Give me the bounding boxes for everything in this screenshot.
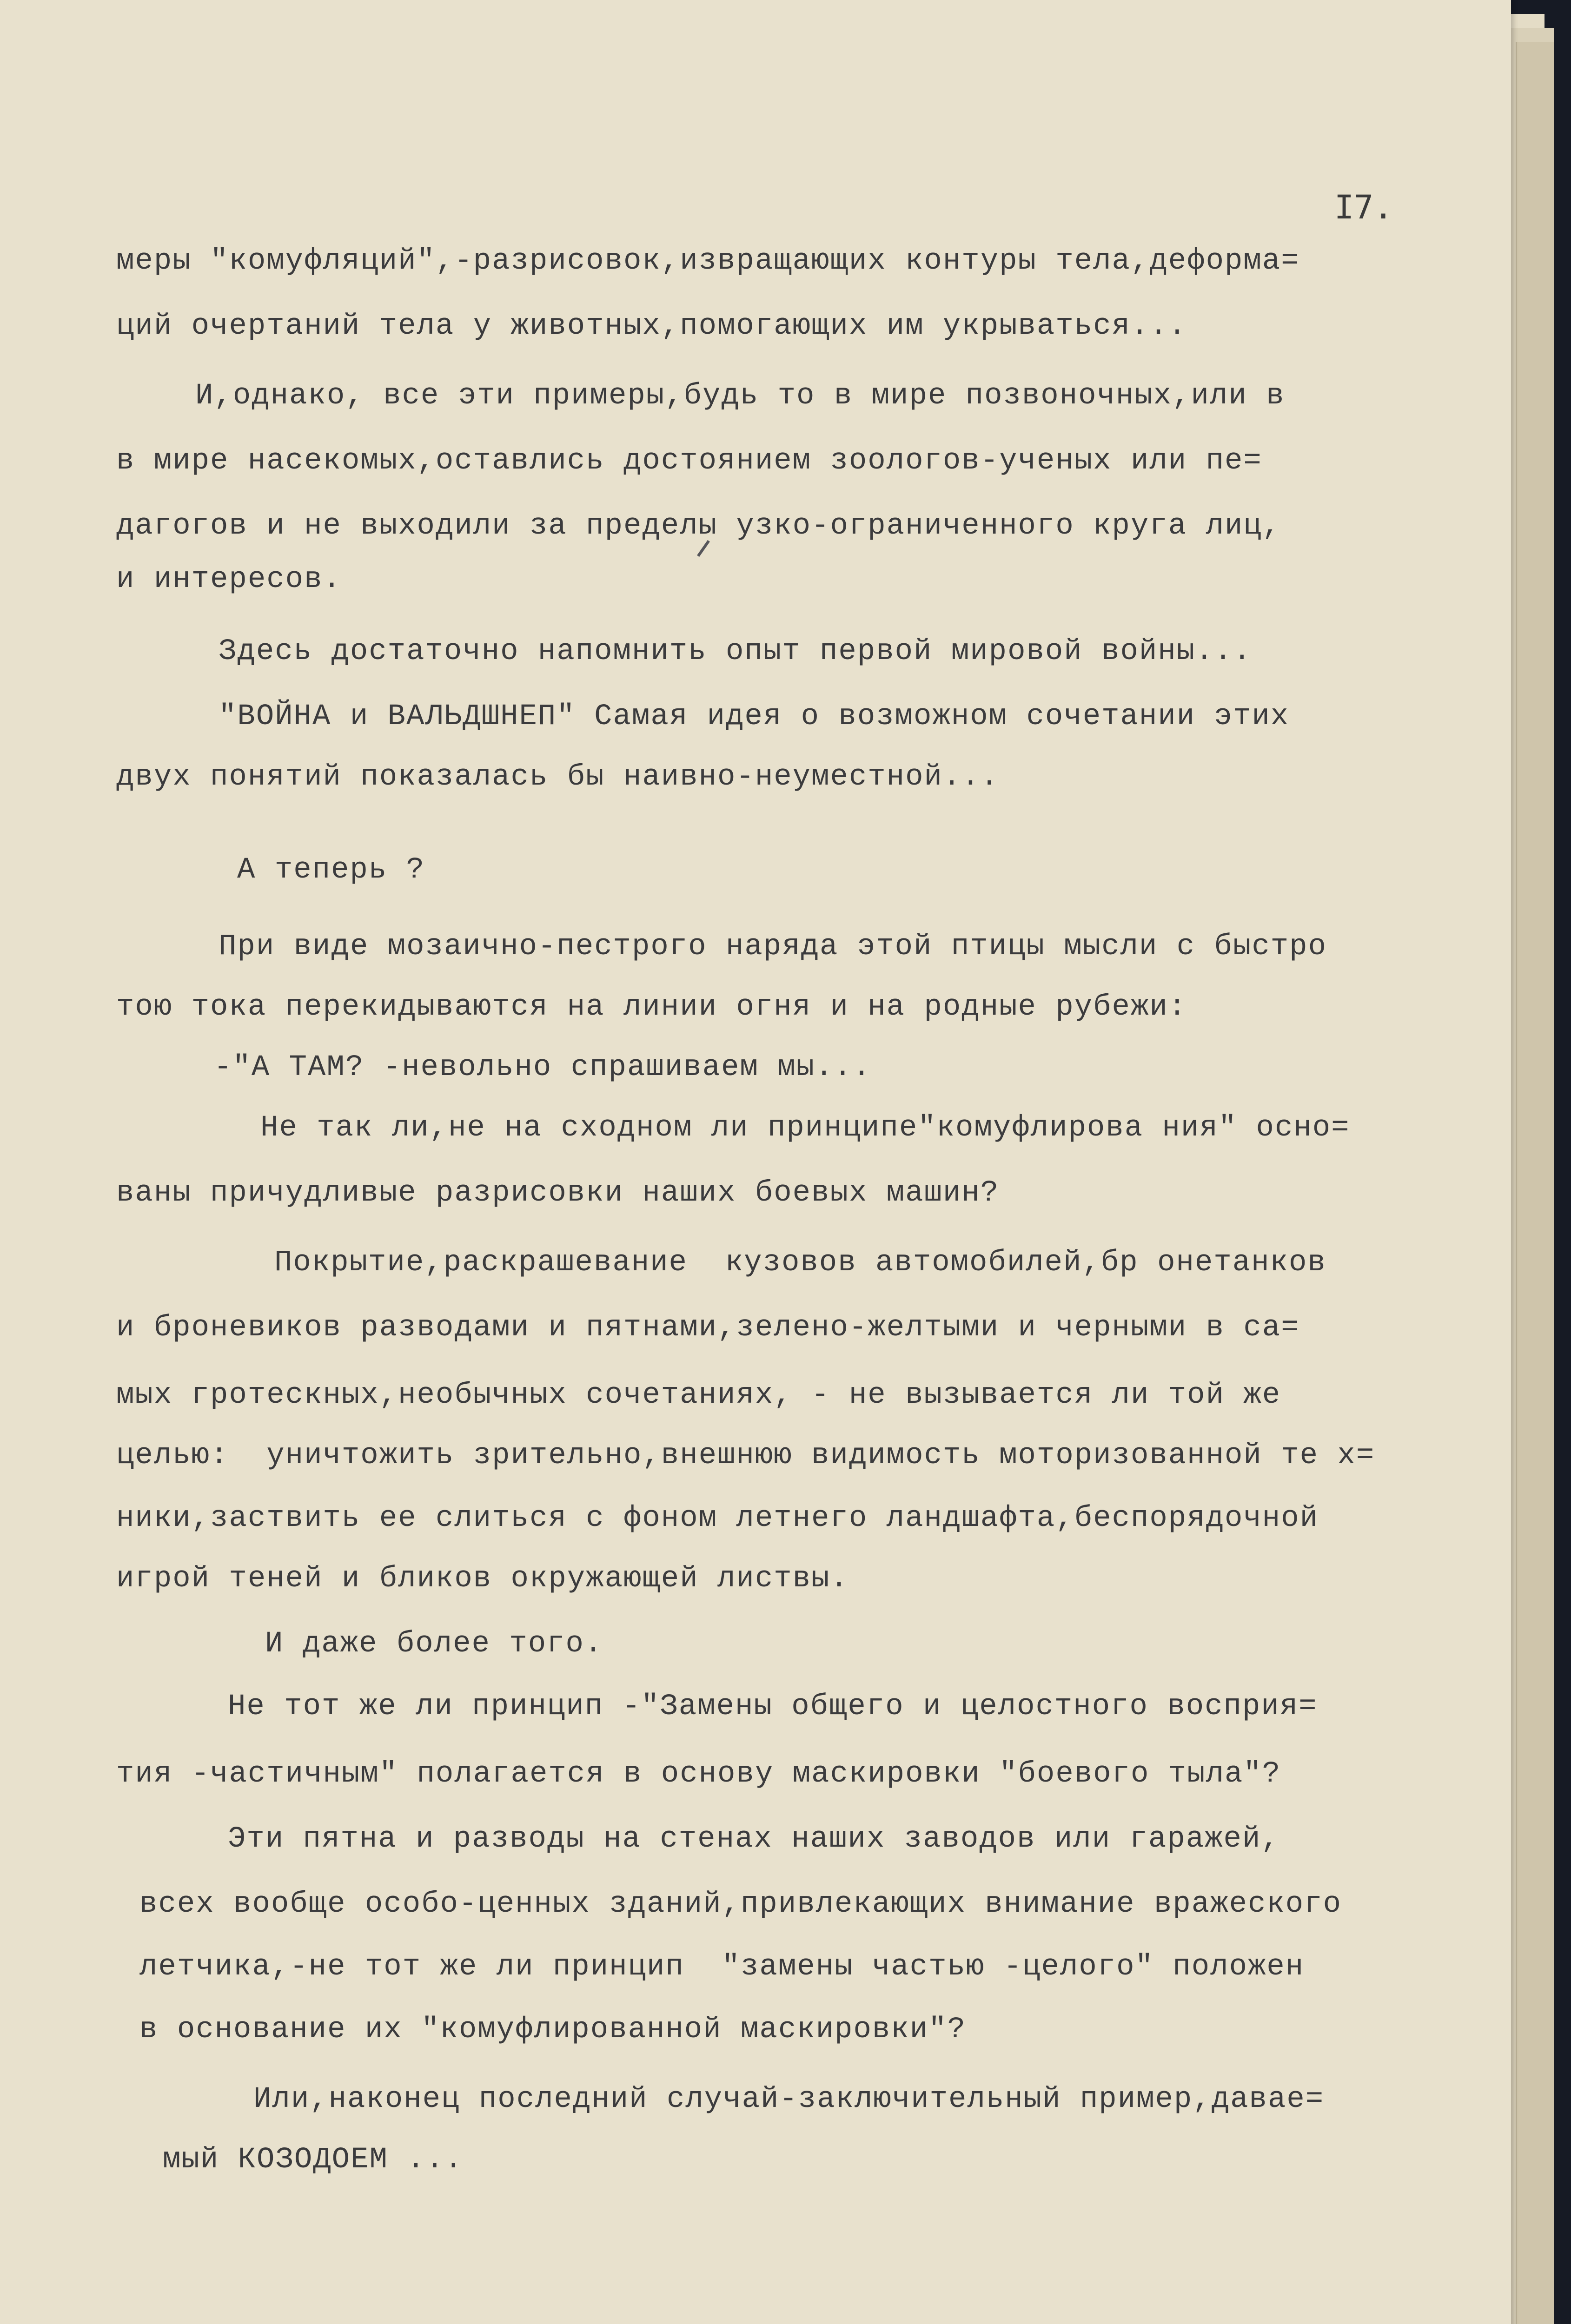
page-stack-edge — [1516, 42, 1554, 2324]
page-number: I7. — [1334, 188, 1393, 226]
text-line: -"А ТАМ? -невольно спрашиваем мы... — [214, 1051, 872, 1084]
text-line: двух понятий показалась бы наивно-неуместной... — [116, 760, 1000, 794]
text-line: А теперь ? — [237, 853, 425, 887]
text-line: и интересов. — [116, 563, 342, 596]
text-line: мых гротескных,необычных сочетаниях, - не вызывается ли той же — [116, 1379, 1281, 1412]
text-line: И даже более того. — [265, 1627, 603, 1661]
text-line: Покрытие,раскрашевание кузовов автомобилей,бр онетанков — [274, 1246, 1326, 1280]
text-line: в мире насекомых,оставлись достоянием зоологов-ученых или пе= — [116, 444, 1262, 478]
text-line: и броневиков разводами и пятнами,зелено-желтыми и черными в са= — [116, 1311, 1300, 1345]
text-line: меры "комуфляций",-разрисовок,извращающих контуры тела,деформа= — [116, 244, 1300, 278]
text-line: Не так ли,не на сходном ли принципе"комуфлирова ния" осно= — [260, 1111, 1350, 1145]
text-line: "ВОЙНА и ВАЛЬДШНЕП" Самая идея о возможном сочетании этих — [219, 700, 1290, 733]
text-line: мый КОЗОДОЕМ ... — [163, 2143, 464, 2177]
text-line: При виде мозаично-пестрого наряда этой птицы мысли с быстро — [219, 930, 1327, 964]
text-line: тия -частичным" полагается в основу маскировки "боевого тыла"? — [116, 1757, 1281, 1791]
text-line: ций очертаний тела у животных,помогающих им укрываться... — [116, 310, 1187, 343]
text-line: игрой теней и бликов окружающей листвы. — [116, 1562, 849, 1596]
text-line: Эти пятна и разводы на стенах наших заводов или гаражей, — [228, 1822, 1280, 1856]
text-line: в основание их "комуфлированной маскировки"? — [139, 2013, 966, 2047]
text-line: Здесь достаточно напомнить опыт первой мировой войны... — [219, 635, 1252, 668]
text-line: Или,наконец последний случай-заключительный пример,давае= — [253, 2083, 1325, 2116]
text-line: всех вообще особо-ценных зданий,привлекающих внимание вражеского — [139, 1888, 1342, 1921]
text-line: ваны причудливые разрисовки наших боевых машин? — [116, 1176, 1000, 1210]
text-line: Не тот же ли принцип -"Замены общего и целостного восприя= — [228, 1690, 1318, 1723]
text-line: летчика,-не тот же ли принцип "замены частью -целого" положен — [139, 1950, 1305, 1984]
text-line: И,однако, все эти примеры,будь то в мире позвоночных,или в — [195, 379, 1285, 413]
text-line: ники,заствить ее слиться с фоном летнего ландшафта,беспорядочной — [116, 1502, 1319, 1535]
text-line: целью: уничтожить зрительно,внешнюю видимость моторизованной те х= — [116, 1439, 1375, 1472]
text-line: дагогов и не выходили за пределы узко-ограниченного круга лиц, — [116, 509, 1281, 543]
text-line: тою тока перекидываются на линии огня и на родные рубежи: — [116, 990, 1187, 1024]
